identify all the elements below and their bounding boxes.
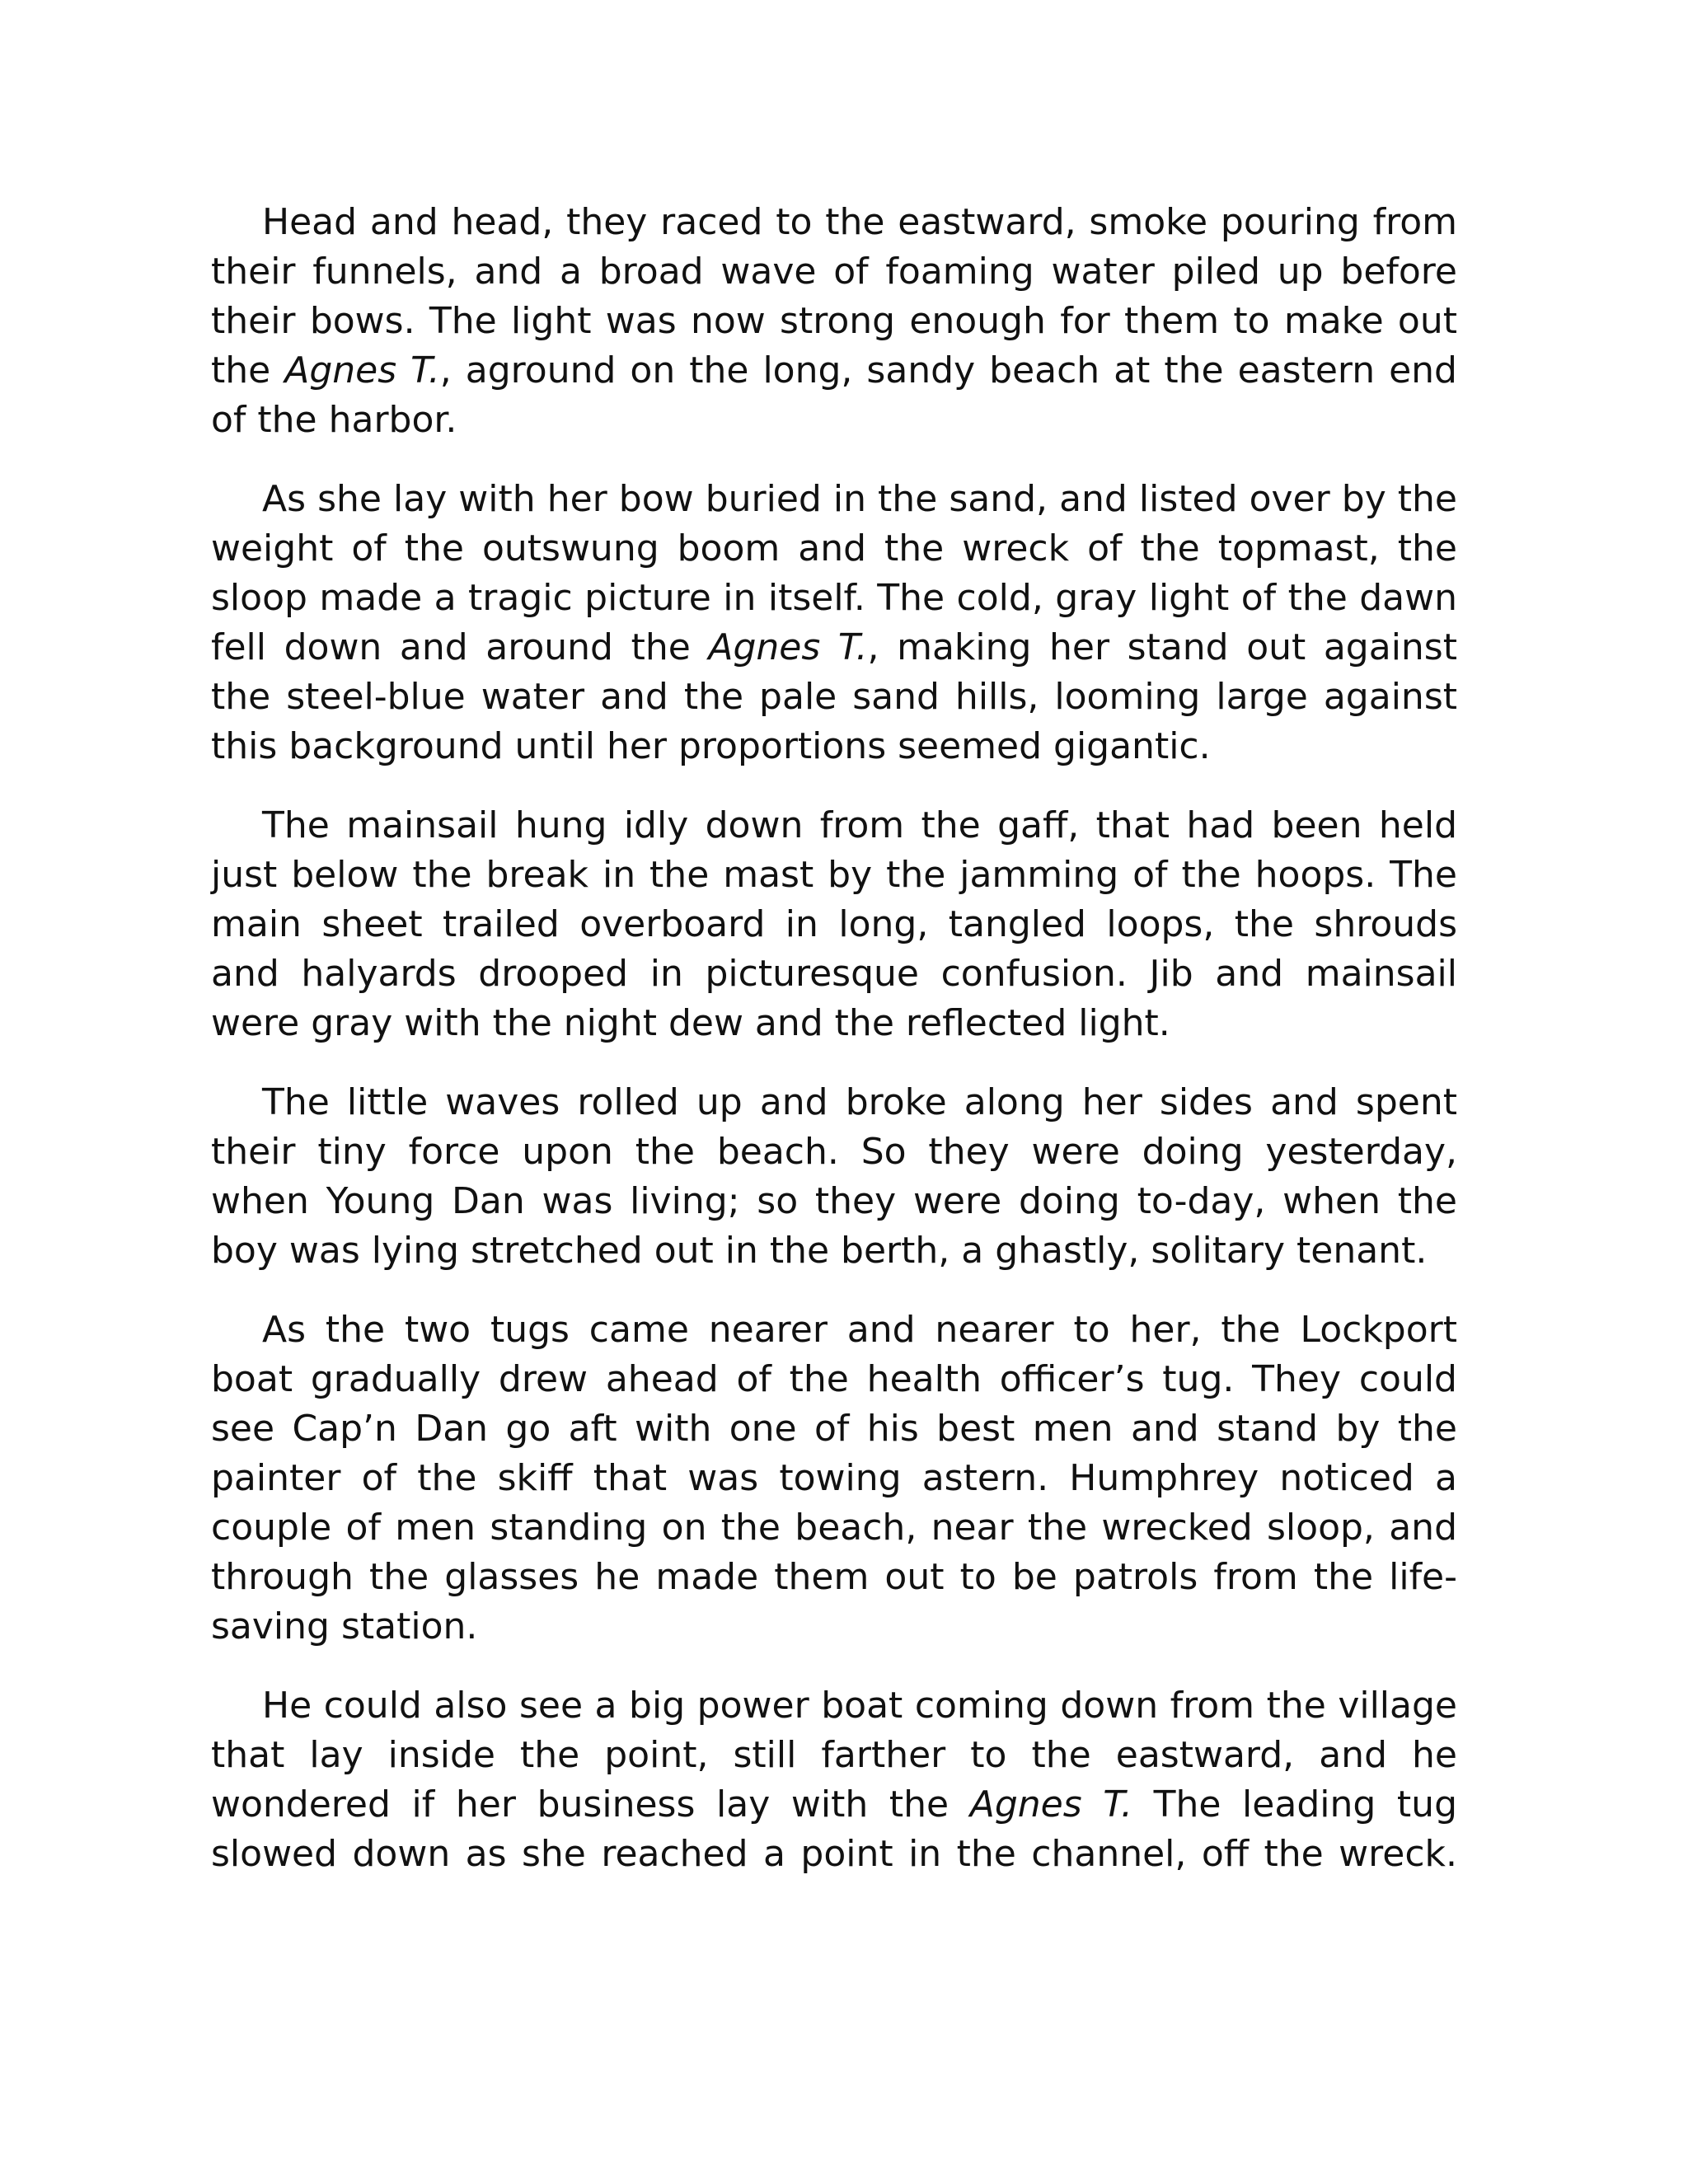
paragraph-5-text-1: As the two tugs came nearer and nearer to her, the Lockport boat gradually drew ahead of the health officer’s tug. They could see Cap’n Dan go aft with one of his best men and stand by the painter of the skiff that was towing astern. Humphrey noticed a couple of men standing on the beach, near the wrecked sloop, and through the glasses he made them out to be patrols from the life-saving station. — [211, 1309, 1457, 1647]
paragraph-6-text-2: The leading tug slowed down as she reached a point in the channel, off the wreck. — [211, 1783, 1457, 1875]
paragraph-1 — [211, 198, 1457, 445]
paragraph-1-text-1: Head and head, they raced to the eastward, smoke pouring from their funnels, and a broad wave of foaming water piled up before their bows. The light was now strong enough for them to make out the — [211, 201, 1457, 391]
paragraph-2-text-1: As she lay with her bow buried in the sand, and listed over by the weight of the outswung boom and the wreck of the topmast, the sloop made a tragic picture in itself. The cold, gray light of the dawn fell down and around the — [211, 478, 1457, 668]
paragraph-2 — [211, 475, 1457, 771]
paragraph-3 — [211, 801, 1457, 1048]
paragraph-4 — [211, 1078, 1457, 1276]
paragraph-3-text-1: The mainsail hung idly down from the gaff, that had been held just below the break in the mast by the jamming of the hoops. The main sheet trailed overboard in long, tangled loops, the shrouds and halyards drooped in picturesque confusion. Jib and mainsail were gray with the night dew and the reflected light. — [211, 804, 1457, 1044]
ship-name-agnes-t: Agnes T. — [969, 1783, 1132, 1825]
paragraph-1-text-2: , aground on the long, sandy beach at the eastern end of the harbor. — [211, 349, 1457, 441]
ship-name-agnes-t: Agnes T. — [708, 626, 868, 668]
ship-name-agnes-t: Agnes T. — [284, 349, 440, 391]
paragraph-2-text-2: , making her stand out against the steel-blue water and the pale sand hills, looming large against this background until her proportions seemed gigantic. — [211, 626, 1457, 767]
paragraph-6-text-1: He could also see a big power boat coming down from the village that lay inside the point, still farther to the eastward, and he wondered if her business lay with the — [211, 1685, 1457, 1825]
body-text — [211, 198, 1457, 1909]
paragraph-4-text-1: The little waves rolled up and broke along her sides and spent their tiny force upon the beach. So they were doing yesterday, when Young Dan was living; so they were doing to-day, when the boy was lying stretched out in the berth, a ghastly, solitary tenant. — [211, 1081, 1457, 1272]
paragraph-5 — [211, 1305, 1457, 1652]
paragraph-6 — [211, 1681, 1457, 1879]
